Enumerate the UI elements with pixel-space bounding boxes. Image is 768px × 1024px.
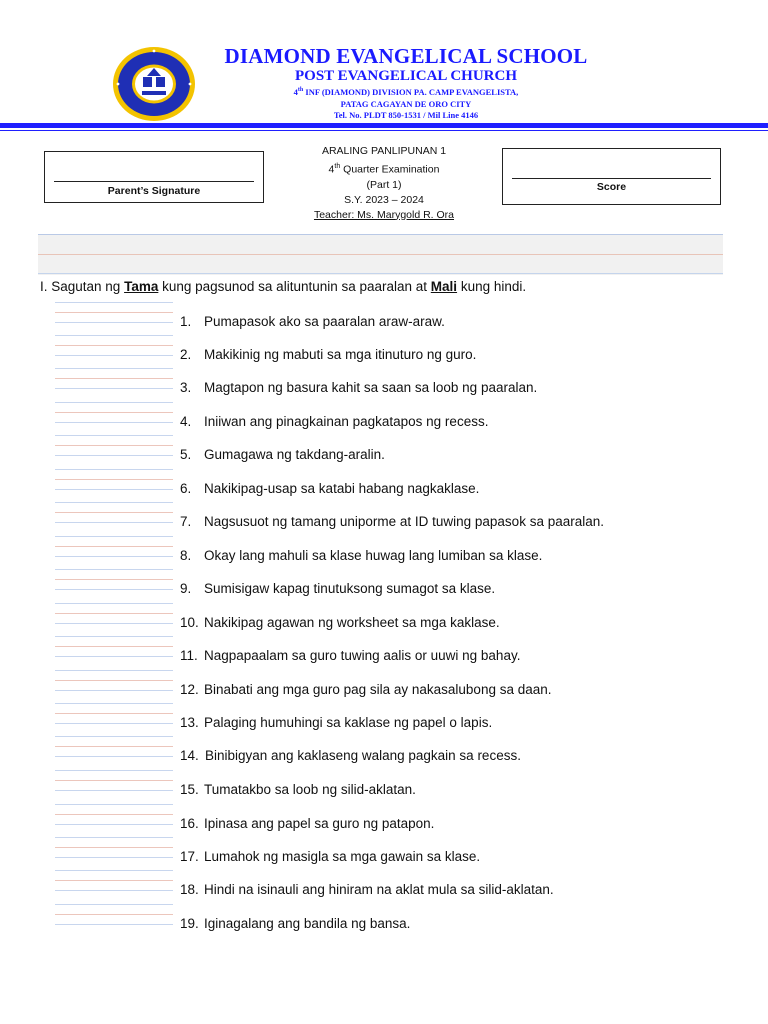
item-number: 19. [180, 916, 199, 931]
signature-line [54, 181, 254, 182]
answer-blank[interactable] [55, 703, 173, 731]
item-text: Nakikipag-usap sa katabi habang nagkaklase. [204, 481, 480, 496]
item-text: Iginagalang ang bandila ng bansa. [204, 916, 411, 931]
answer-blank[interactable] [55, 469, 173, 497]
header-divider-thin [0, 130, 768, 131]
address-line-2: PATAG CAGAYAN DE ORO CITY [340, 99, 472, 109]
answer-blank[interactable] [55, 569, 173, 597]
item-number: 11. [180, 648, 198, 663]
item-number: 15. [180, 782, 199, 797]
item-number: 9. [180, 581, 192, 596]
item-text: Binibigyan ang kaklaseng walang pagkain sa recess. [205, 748, 521, 763]
item-text: Lumahok ng masigla sa mga gawain sa klase. [204, 849, 481, 864]
exam-info [262, 144, 506, 223]
item-number: 3. [180, 380, 192, 395]
item-text: Pumapasok ako sa paaralan araw-araw. [204, 314, 445, 329]
item-text: Nagsusuot ng tamang uniporme at ID tuwing papasok sa paaralan. [204, 514, 604, 529]
item-text: Magtapon ng basura kahit sa saan sa loob ng paaralan. [204, 380, 538, 395]
item-number: 13. [180, 715, 199, 730]
exam-part: (Part 1) [366, 178, 402, 191]
school-year: S.Y. 2023 – 2024 [344, 193, 424, 206]
school-name: DIAMOND EVANGELICAL SCHOOL [224, 44, 588, 68]
answer-blank[interactable] [55, 804, 173, 832]
answer-blank[interactable] [55, 770, 173, 798]
answer-blank[interactable] [55, 837, 173, 865]
answer-blank[interactable] [55, 402, 173, 430]
parent-signature-label: Parent’s Signature [107, 185, 201, 197]
subject-title: ARALING PANLIPUNAN 1 [321, 145, 447, 157]
item-number: 8. [180, 548, 192, 563]
item-number: 1. [180, 314, 192, 329]
header-divider-thick [0, 123, 768, 128]
parent-signature-box[interactable] [44, 151, 264, 203]
item-text: Iniiwan ang pinagkainan pagkatapos ng recess. [204, 414, 489, 429]
item-number: 14. [180, 748, 199, 763]
band-midline [38, 254, 723, 255]
phone-line: Tel. No. PLDT 850-1531 / Mil Line 4146 [333, 110, 479, 120]
school-seal-logo [112, 46, 196, 122]
item-text: Gumagawa ng takdang-aralin. [204, 447, 385, 462]
item-number: 5. [180, 447, 192, 462]
answer-blank[interactable] [55, 302, 173, 330]
item-text: Makikinig ng mabuti sa mga itinuturo ng guro. [204, 347, 477, 362]
answer-blank[interactable] [55, 502, 173, 530]
answer-blank[interactable] [55, 435, 173, 463]
score-box[interactable] [502, 148, 721, 205]
tama-keyword: Tama [124, 279, 159, 294]
item-number: 6. [180, 481, 192, 496]
answer-blank[interactable] [55, 536, 173, 564]
answer-blank[interactable] [55, 636, 173, 664]
quarter-title: 4th Quarter Examination [328, 163, 440, 176]
item-text: Palaging humuhingi sa kaklase ng papel o lapis. [204, 715, 493, 730]
instructions: I. Sagutan ng Tama kung pagsunod sa alituntunin sa paaralan at Mali kung hindi. [40, 279, 527, 294]
mali-keyword: Mali [430, 279, 458, 294]
item-text: Tumatakbo sa loob ng silid-aklatan. [204, 782, 416, 797]
item-text: Nakikipag agawan ng worksheet sa mga kaklase. [204, 615, 500, 630]
item-text: Ipinasa ang papel sa guro ng patapon. [204, 816, 435, 831]
question-item [0, 916, 768, 950]
item-number: 12. [180, 682, 199, 697]
address-line-1: 4th INF (DIAMOND) DIVISION PA. CAMP EVANGELISTA, [293, 87, 519, 97]
answer-blank[interactable] [55, 368, 173, 396]
score-line [512, 178, 711, 179]
item-number: 2. [180, 347, 192, 362]
answer-blank[interactable] [55, 870, 173, 898]
answer-blank[interactable] [55, 670, 173, 698]
item-number: 17. [180, 849, 199, 864]
item-number: 10. [180, 615, 199, 630]
item-text: Sumisigaw kapag tinutuksong sumagot sa klase. [204, 581, 496, 596]
item-text: Nagpapaalam sa guro tuwing aalis or uuwi ng bahay. [204, 648, 521, 663]
item-text: Okay lang mahuli sa klase huwag lang lumiban sa klase. [204, 548, 543, 563]
score-label: Score [596, 181, 627, 193]
item-number: 16. [180, 816, 199, 831]
answer-blank[interactable] [55, 736, 173, 764]
name-writing-band[interactable] [38, 234, 723, 275]
item-number: 18. [180, 882, 199, 897]
item-text: Binabati ang mga guro pag sila ay nakasalubong sa daan. [204, 682, 552, 697]
teacher-name: Teacher: Ms. Marygold R. Ora [313, 208, 455, 221]
answer-blank[interactable] [55, 904, 173, 932]
item-text: Hindi na isinauli ang hiniram na aklat mula sa silid-aklatan. [204, 882, 554, 897]
church-name: POST EVANGELICAL CHURCH [295, 68, 517, 84]
answer-blank[interactable] [55, 335, 173, 363]
answer-blank[interactable] [55, 603, 173, 631]
band-baseline [38, 273, 723, 274]
item-number: 7. [180, 514, 192, 529]
item-number: 4. [180, 414, 192, 429]
